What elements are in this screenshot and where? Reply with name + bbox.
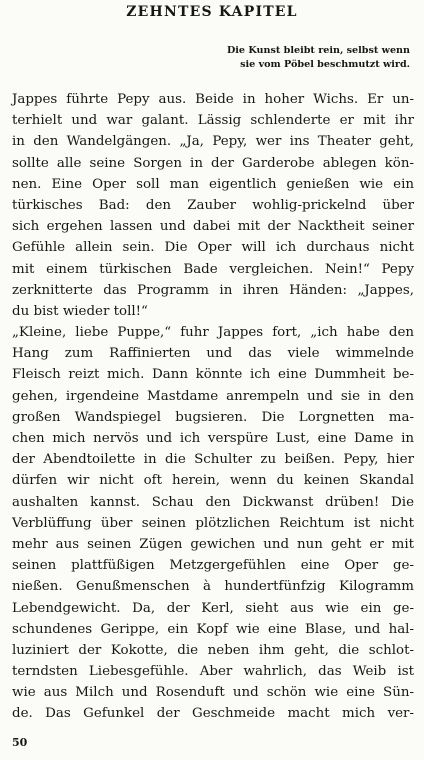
text-line: gehen, irgendeine Mastdame anrempeln und sie in den (12, 388, 414, 404)
text-line: terhielt und war galant. Lässig schlenderte er mit ihr (12, 113, 414, 129)
text-line: der Abendtoilette in die Schulter zu beißen. Pepy, hier (12, 452, 414, 468)
text-line: Lebendgewicht. Da, der Kerl, sieht aus wie ein ge- (12, 600, 414, 616)
text-line: terndsten Liebesgefühle. Aber wahrlich, das Weib ist (12, 664, 414, 680)
text-line: in den Wandelgängen. „Ja, Pepy, wer ins Theater geht, (12, 134, 414, 150)
chapter-title: ZEHNTES KAPITEL (126, 4, 298, 20)
text-line: großen Wandspiegel bugsieren. Die Lorgnetten ma- (12, 409, 414, 425)
text-line: zerknitterte das Programm in ihren Händen: „Jappes, (12, 282, 414, 298)
epigraph-line: sie vom Pöbel beschmutzt wird. (240, 59, 410, 70)
text-line: nießen. Genußmenschen à hundertfünfzig Kilogramm (12, 579, 414, 595)
text-line: mehr aus seinen Zügen gewichen und nun geht er mit (12, 536, 414, 552)
epigraph (227, 44, 410, 72)
text-line: luziniert der Kokotte, die neben ihm geht, die schlot- (12, 642, 414, 658)
text-line: türkisches Bad: den Zauber wohlig-prickelnd über (12, 197, 414, 213)
body-text (12, 89, 414, 725)
epigraph-line: Die Kunst bleibt rein, selbst wenn (226, 45, 410, 56)
text-line: de. Das Gefunkel der Geschmeide macht mich ver- (12, 706, 414, 722)
text-line: mit einem türkischen Bade vergleichen. Nein!“ Pepy (12, 261, 414, 277)
text-line: seinen plattfüßigen Metzgergefühlen eine Oper ge- (12, 558, 414, 574)
text-line: dürfen wir nicht oft herein, wenn du keinen Skandal (12, 473, 414, 489)
text-line: aushalten kannst. Schau den Dickwanst drüben! Die (12, 494, 414, 510)
text-line: nen. Eine Oper soll man eigentlich genießen wie ein (12, 176, 414, 192)
text-line: Hang zum Raffinierten und das viele wimmelnde (12, 346, 414, 362)
text-line: sich ergehen lassen und dabei mit der Nacktheit seiner (12, 219, 414, 235)
text-line: chen mich nervös und ich verspüre Lust, eine Dame in (12, 431, 414, 446)
text-line: Jappes führte Pepy aus. Beide in hoher Wichs. Er un- (12, 92, 414, 107)
text-line: wie aus Milch und Rosenduft und schön wie eine Sün- (12, 685, 414, 701)
text-line: Verblüffung über seinen plötzlichen Reichtum ist nicht (12, 515, 414, 531)
page-number: 50 (12, 736, 28, 749)
text-line: sollte alle seine Sorgen in der Garderobe ablegen kön- (12, 155, 414, 171)
text-line: schundenes Gerippe, ein Kopf wie eine Blase, und hal- (12, 621, 414, 637)
text-line: du bist wieder toll!“ (12, 303, 148, 319)
text-line: Gefühle allein sein. Die Oper will ich durchaus nicht (12, 240, 414, 256)
text-line: „Kleine, liebe Puppe,“ fuhr Jappes fort, „ich habe den (12, 325, 414, 341)
text-line: Fleisch reizt mich. Dann könnte ich eine Dummheit be- (12, 367, 414, 383)
